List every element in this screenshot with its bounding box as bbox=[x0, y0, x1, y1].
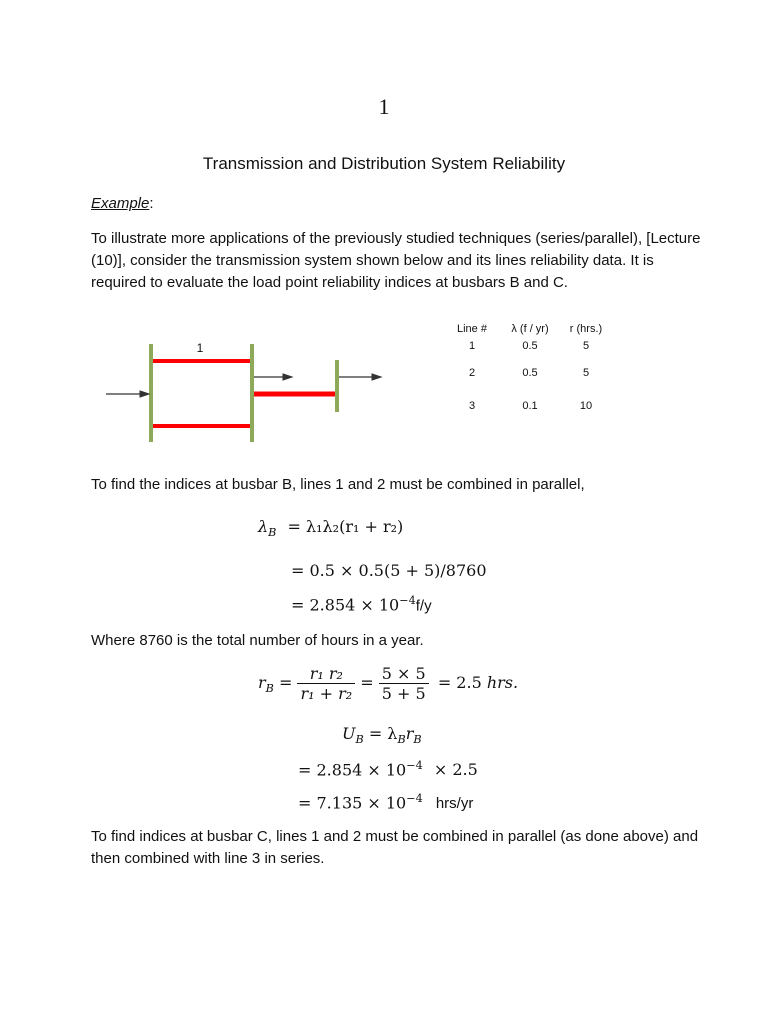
cell-r: 5 bbox=[582, 366, 590, 379]
example-colon: : bbox=[149, 195, 154, 212]
intro-paragraph: To illustrate more applications of the previously studied techniques (series/parallel), [Lecture (10)], consider the transmission system shown below and its lines reliability data. It is required to evaluate the load point reliability indices at busbars B and C. bbox=[91, 230, 701, 291]
table-row bbox=[448, 356, 608, 389]
cell-r: 10 bbox=[579, 399, 593, 412]
table-row bbox=[448, 389, 608, 422]
equation-u-b-1: $U_B = \lambda_Br_B$ bbox=[342, 724, 422, 747]
cell-line: 1 bbox=[468, 340, 476, 352]
header-r: r (hrs.) bbox=[569, 323, 603, 335]
line-1-label: 1 bbox=[196, 341, 204, 355]
arrow-busbar-c bbox=[339, 374, 381, 380]
equation-u-b-3: = $7.135 \times 10^{-4}$ hrs/yr bbox=[298, 792, 474, 813]
where-paragraph: Where 8760 is the total number of hours in a year. bbox=[91, 632, 424, 649]
example-heading bbox=[91, 193, 711, 215]
cell-lambda: 0.5 bbox=[522, 366, 538, 379]
cell-line: 3 bbox=[468, 399, 476, 412]
arrow-busbar-b bbox=[254, 374, 292, 380]
fraction-1: $\frac{\text{r₁ r₂}}{\text{r₁ + r₂}}$ bbox=[297, 664, 355, 703]
busbar-b-paragraph: To find the indices at busbar B, lines 1 and 2 must be combined in parallel, bbox=[91, 476, 585, 493]
header-line: Line # bbox=[457, 323, 487, 335]
example-label: Example bbox=[91, 195, 150, 212]
page-title: Transmission and Distribution System Reliability bbox=[202, 154, 566, 173]
cell-r: 5 bbox=[582, 340, 590, 352]
cell-lambda: 0.5 bbox=[522, 340, 538, 352]
equation-lambda-b-2: = 0.5 × 0.5(5 + 5)/8760 bbox=[291, 561, 487, 580]
transmission-diagram bbox=[100, 336, 400, 446]
equation-r-b: $r_B$ = $\frac{\text{r₁ r₂}}{\text{r₁ + r₂}}$ = $\frac{5 \times 5}{5 + 5}$ = 2.5 hrs. bbox=[258, 664, 519, 703]
equation-u-b-2: = $2.854 \times 10^{-4} \times 2.5$ bbox=[298, 759, 478, 780]
arrow-input bbox=[106, 391, 149, 397]
table-row bbox=[448, 336, 608, 356]
cell-line: 2 bbox=[468, 366, 476, 379]
busbar-c-paragraph: To find indices at busbar C, lines 1 and 2 must be combined in parallel (as done above) and then combined with line 3 in series. bbox=[91, 828, 699, 867]
equation-lambda-b-1: $\lambda_B = \lambda_1\lambda_2(r_1 + r_2)$ bbox=[258, 517, 404, 540]
cell-lambda: 0.1 bbox=[522, 399, 538, 412]
page-number: 1 bbox=[378, 94, 390, 119]
fraction-2: $\frac{5 \times 5}{5 + 5}$ bbox=[379, 664, 429, 703]
header-lambda: λ (f / yr) bbox=[511, 323, 549, 335]
reliability-data-table bbox=[448, 322, 608, 422]
equation-lambda-b-3: = $2.854 \times 10^{-4}f/y$ bbox=[291, 594, 432, 615]
